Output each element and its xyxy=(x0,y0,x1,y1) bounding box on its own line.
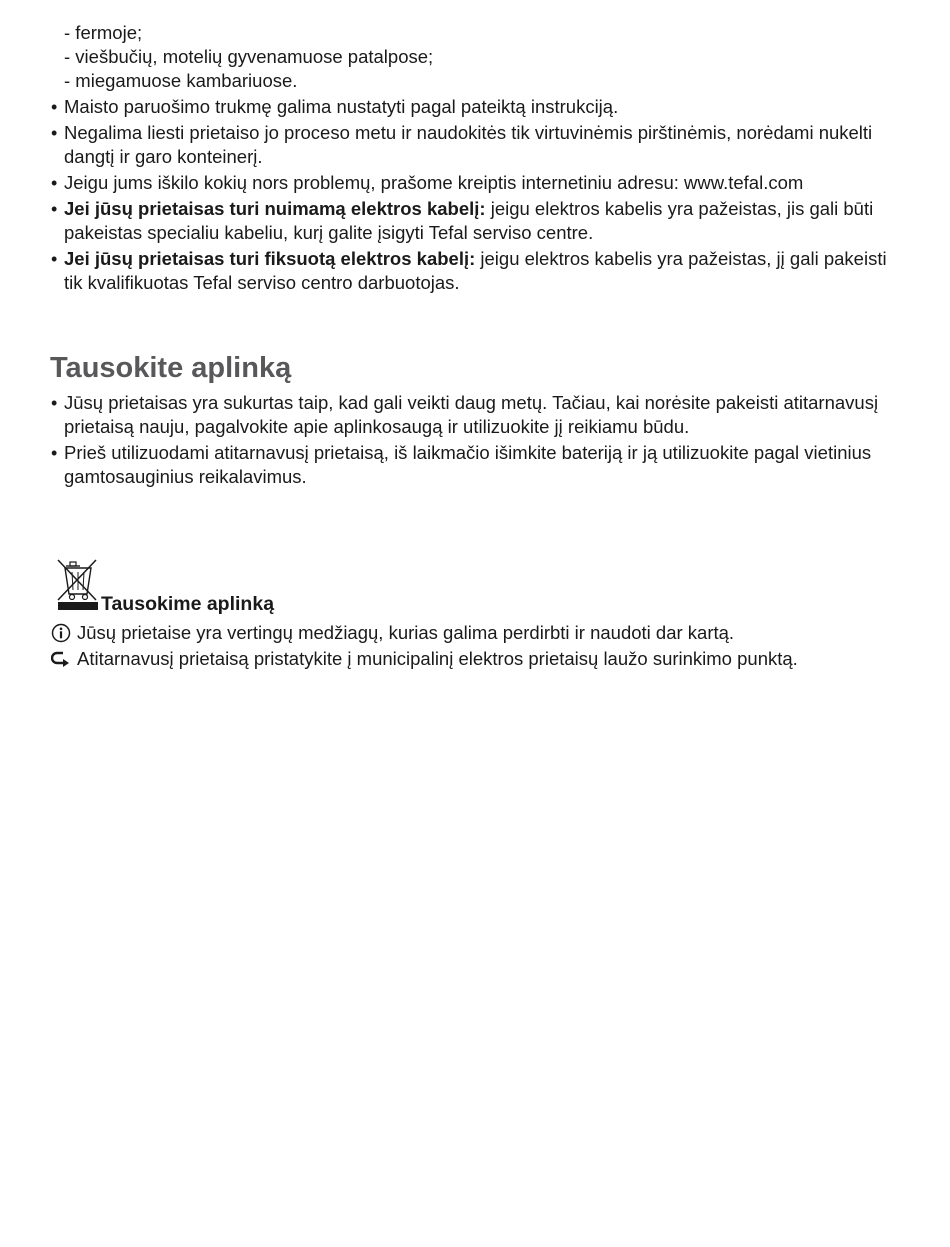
bullet-bold-lead: Jei jūsų prietaisas turi fiksuotą elektros kabelį: xyxy=(64,248,476,269)
recycle-arrow-icon xyxy=(51,649,71,669)
section-heading: Tausokite aplinką xyxy=(50,352,292,384)
list-item: - fermoje; xyxy=(64,22,143,43)
bullet-dot: • xyxy=(51,173,58,193)
bullet-bold-lead: Jei jūsų prietaisas turi nuimamą elektros kabelį: xyxy=(64,198,486,219)
symbol-item-text: Atitarnavusį prietaisą pristatykite į municipalinį elektros prietaisų laužo surinkimo punktą. xyxy=(77,648,798,669)
bullet-item xyxy=(50,171,900,195)
bullet-item xyxy=(50,121,900,169)
bullet-text: jeigu elektros kabelis yra pažeistas, jis gali būti pakeistas specialiu kabeliu, kurį galite įsigyti Tefal serviso centre. xyxy=(64,198,874,243)
sub-heading: Tausokime aplinką xyxy=(101,593,275,615)
environment-bullet-list xyxy=(50,391,900,491)
bullet-dot: • xyxy=(51,393,58,413)
bullet-text: Maisto paruošimo trukmę galima nustatyti pagal pateiktą instrukciją. xyxy=(64,96,619,117)
bullet-dot: • xyxy=(51,123,58,143)
bullet-item xyxy=(50,95,900,119)
safety-bullet-list xyxy=(50,95,900,297)
bullet-item xyxy=(50,441,900,489)
bullet-text: Negalima liesti prietaiso jo proceso metu ir naudokitės tik virtuvinėmis pirštinėmis, norėdami nukelti dangtį ir garo konteinerį. xyxy=(64,122,873,167)
usage-places-list xyxy=(64,21,433,93)
bullet-dot: • xyxy=(51,97,58,117)
bullet-item xyxy=(50,247,900,295)
bullet-text: jeigu elektros kabelis yra pažeistas, jį gali pakeisti tik kvalifikuotas Tefal serviso centro darbuotojas. xyxy=(64,248,887,293)
bullet-item xyxy=(50,391,900,439)
bullet-item xyxy=(50,197,900,245)
symbol-item-text: Jūsų prietaise yra vertingų medžiagų, kurias galima perdirbti ir naudoti dar kartą. xyxy=(77,622,735,643)
bullet-dot: • xyxy=(51,199,58,219)
bullet-text: Jeigu jums iškilo kokių nors problemų, prašome kreiptis internetiniu adresu: www.tefal.com xyxy=(64,172,804,193)
list-item xyxy=(51,647,798,671)
bullet-text: Prieš utilizuodami atitarnavusį prietaisą, iš laikmačio išimkite bateriją ir ją utilizuokite pagal vietinius gamtosauginius reikalavimus. xyxy=(64,442,872,487)
info-circle-icon xyxy=(51,623,71,643)
recycling-info-list xyxy=(51,621,798,673)
list-item: - viešbučių, motelių gyvenamuose patalpose; xyxy=(64,46,434,67)
bullet-text: Jūsų prietaisas yra sukurtas taip, kad gali veikti daug metų. Tačiau, kai norėsite pakeisti atitarnavusį prietaisą nauju, pagalvokite apie aplinkosaugą ir utilizuokite jį reikiamu būdu. xyxy=(64,392,879,437)
list-item xyxy=(51,621,798,645)
list-item: - miegamuose kambariuose. xyxy=(64,70,298,91)
crossed-bin-icon xyxy=(56,558,100,612)
bullet-dot: • xyxy=(51,249,58,269)
bullet-dot: • xyxy=(51,443,58,463)
